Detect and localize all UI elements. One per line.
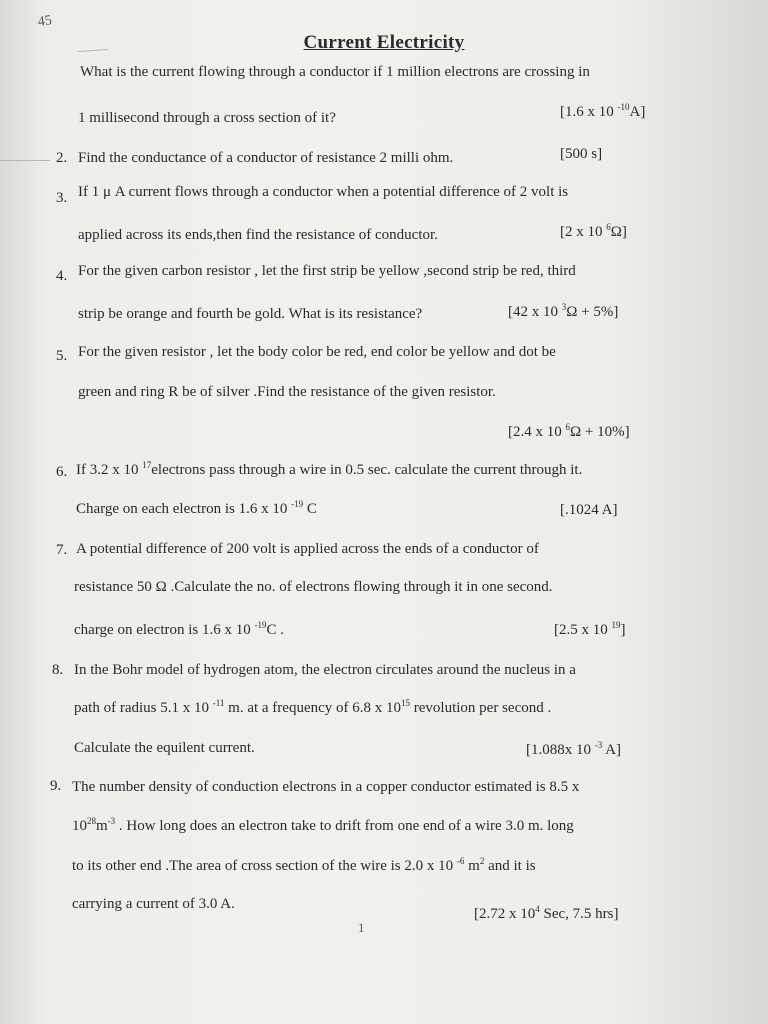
- q1-answer-unit: A]: [629, 104, 646, 120]
- q3-answer-base: [2 x 10: [560, 224, 607, 240]
- q7-line-1: A potential difference of 200 volt is applied across the ends of a conductor of: [76, 541, 539, 557]
- fold-mark: [0, 160, 50, 161]
- q2-number: 2.: [56, 150, 68, 166]
- q3-line-1: If 1 μ A current flows through a conductor when a potential difference of 2 volt is: [78, 184, 569, 200]
- q9-line-3-base: to its other end .The area of cross section of the wire is 2.0 x 10: [72, 858, 457, 874]
- q9-line-3-unit-exp: 2: [479, 856, 485, 866]
- q7-line-2: resistance 50 Ω .Calculate the no. of electrons flowing through it in one second.: [74, 579, 553, 595]
- q9-line-4: carrying a current of 3.0 A.: [72, 896, 235, 912]
- q9-answer: [474, 906, 619, 923]
- q1-answer-exp: -10: [617, 102, 630, 112]
- q2-answer: [500 s]: [560, 146, 603, 162]
- q9-line-3-text: and it is: [484, 858, 536, 874]
- q5-line-2: green and ring R be of silver .Find the resistance of the given resistor.: [78, 384, 496, 400]
- q6-line-2-base: Charge on each electron is 1.6 x 10: [76, 501, 292, 517]
- q3-answer-unit: Ω]: [610, 224, 627, 240]
- q8-answer-unit: A]: [602, 742, 621, 758]
- q6-number: 6.: [56, 464, 68, 480]
- q8-line-1: In the Bohr model of hydrogen atom, the electron circulates around the nucleus in a: [74, 662, 576, 678]
- q9-line-2-unit-exp: -3: [107, 816, 116, 826]
- q7-line-3: [74, 622, 284, 639]
- q7-line-3-exp: -19: [254, 620, 267, 630]
- q7-answer-exp: 19: [611, 620, 621, 630]
- q6-line-1: [76, 462, 582, 479]
- q8-answer-base: [1.088x 10: [526, 742, 595, 758]
- q5-answer-exp: 6: [565, 422, 570, 432]
- q1-line-2: 1 millisecond through a cross section of it?: [78, 110, 336, 126]
- q4-answer-exp: 3: [561, 302, 567, 312]
- q8-answer: [526, 742, 621, 759]
- page-title: Current Electricity: [303, 32, 465, 53]
- q4-line-1: For the given carbon resistor , let the first strip be yellow ,second strip be red, third: [78, 263, 576, 279]
- q8-line-3: Calculate the equilent current.: [74, 740, 255, 756]
- q5-line-1: For the given resistor , let the body color be red, end color be yellow and dot be: [78, 344, 556, 360]
- q1-line-1: What is the current flowing through a conductor if 1 million electrons are crossing in: [80, 64, 590, 80]
- q7-line-3-base: charge on electron is 1.6 x 10: [74, 622, 255, 638]
- q6-line-2-exp: -19: [291, 499, 304, 509]
- q6-line-1-text: electrons pass through a wire in 0.5 sec. calculate the current through it.: [151, 462, 583, 478]
- q4-number: 4.: [56, 268, 68, 284]
- q5-number: 5.: [56, 348, 68, 364]
- q1-answer-base: [1.6 x 10: [560, 104, 618, 120]
- q1-answer: [560, 104, 645, 121]
- q9-line-3-exp: -6: [456, 856, 465, 866]
- q5-answer: [508, 424, 630, 441]
- q7-answer-base: [2.5 x 10: [554, 622, 612, 638]
- q8-line-2: [74, 700, 551, 717]
- q8-answer-exp: -3: [594, 740, 603, 750]
- q9-number: 9.: [50, 778, 62, 794]
- q8-number: 8.: [52, 662, 64, 678]
- q3-answer-exp: 6: [606, 222, 611, 232]
- q3-answer: [560, 224, 627, 241]
- corner-mark: 45: [36, 13, 53, 30]
- q3-number: 3.: [56, 190, 68, 206]
- q9-answer-exp: 4: [535, 904, 540, 914]
- q9-line-1: The number density of conduction electrons in a copper conductor estimated is 8.5 x: [72, 779, 580, 795]
- q7-line-3-unit: C .: [266, 622, 285, 638]
- q8-line-2-frequency-exp: 15: [401, 698, 411, 708]
- q9-line-2: [72, 818, 574, 835]
- q6-line-1-exp: 17: [142, 460, 152, 470]
- q9-line-3: [72, 858, 536, 875]
- q9-answer-unit: Sec, 7.5 hrs]: [539, 906, 619, 922]
- q6-answer: [.1024 A]: [560, 502, 618, 518]
- q4-line-2: strip be orange and fourth be gold. What is its resistance?: [78, 306, 423, 322]
- q4-answer-base: [42 x 10: [508, 304, 562, 320]
- q9-line-2-text: . How long does an electron take to drift from one end of a wire 3.0 m. long: [115, 818, 574, 834]
- q2-line-1: Find the conductance of a conductor of resistance 2 milli ohm.: [78, 150, 454, 166]
- q5-answer-unit: Ω + 10%]: [570, 424, 630, 440]
- q3-line-2: applied across its ends,then find the resistance of conductor.: [78, 227, 438, 243]
- q6-line-1-base: If 3.2 x 10: [76, 462, 143, 478]
- q6-line-2: [76, 501, 317, 518]
- q4-answer: [508, 304, 618, 321]
- q9-line-2-base: 10: [72, 818, 87, 834]
- q9-line-3-unit: m: [464, 858, 480, 874]
- q7-answer-close: ]: [620, 622, 626, 638]
- q8-line-2-radius-exp: -11: [212, 698, 225, 708]
- q8-line-2-frequency: m. at a frequency of 6.8 x 10: [224, 700, 402, 716]
- q8-line-2-radius: path of radius 5.1 x 10: [74, 700, 213, 716]
- q4-answer-unit: Ω + 5%]: [566, 304, 619, 320]
- q5-answer-base: [2.4 x 10: [508, 424, 566, 440]
- q9-line-2-exp: 28: [87, 816, 96, 826]
- q7-number: 7.: [56, 542, 68, 558]
- q9-line-2-unit: m: [96, 818, 108, 834]
- q9-answer-base: [2.72 x 10: [474, 906, 536, 922]
- page-number: 1: [358, 920, 365, 935]
- q8-line-2-text: revolution per second .: [410, 700, 552, 716]
- q6-line-2-unit: C: [303, 501, 317, 517]
- q7-answer: [554, 622, 626, 639]
